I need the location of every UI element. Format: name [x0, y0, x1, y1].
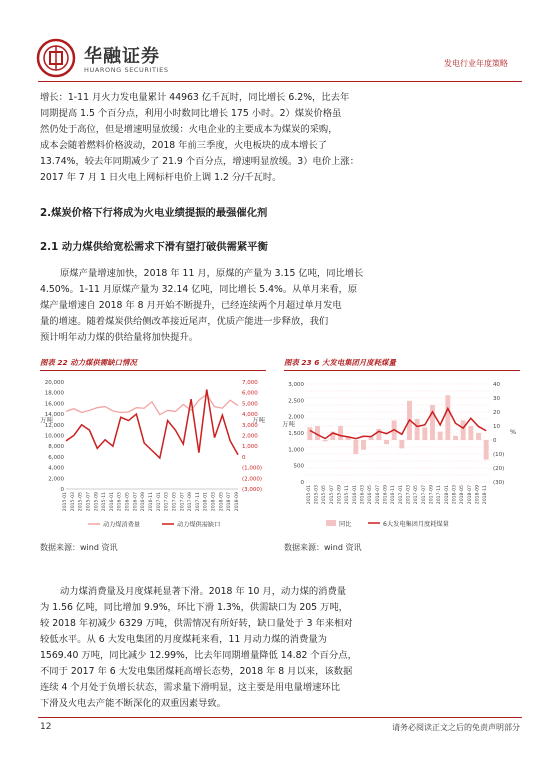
x-tick-label: 2015-11 — [102, 492, 108, 512]
y-left-tick-label: 500 — [293, 463, 304, 470]
x-tick-label: 2017-11 — [195, 492, 201, 512]
x-tick-label: 2016-01 — [109, 492, 115, 512]
x-tick-label: 2015-05 — [322, 485, 328, 505]
x-tick-label: 2015-05 — [78, 492, 84, 512]
y-left-tick-label: 2,000 — [48, 476, 64, 483]
text-line: 较低水平。从 6 大发电集团的月度煤耗来看，11 月动力煤的消费量为 — [40, 634, 327, 645]
x-tick-label: 2017-03 — [164, 492, 170, 512]
y-left-tick-label: 14,000 — [44, 412, 64, 419]
y-left-tick-label: 2,500 — [288, 398, 304, 405]
x-tick-label: 2018-11 — [483, 485, 489, 505]
report-type: 发电行业年度策略 — [444, 59, 508, 68]
text-line: 原煤产量增速加快，2018 年 11 月，原煤的产量为 3.15 亿吨，同比增长 — [60, 268, 364, 279]
x-tick-label: 2018-03 — [452, 485, 458, 505]
y-right-tick-label: 2,000 — [242, 433, 258, 440]
text-line: 预计明年动力煤的供给量将加快提升。 — [40, 332, 199, 343]
x-tick-label: 2015-07 — [86, 492, 92, 512]
y-left-tick-label: 10,000 — [44, 433, 64, 440]
x-tick-label: 2015-09 — [337, 485, 343, 505]
legend-label-gap: 动力煤供需缺口 — [177, 521, 221, 529]
x-tick-label: 2016-03 — [360, 485, 366, 505]
y-left-tick-label: 12,000 — [44, 422, 64, 429]
legend-label-consumption: 动力煤消费量 — [103, 521, 141, 529]
y-left-tick-label: 20,000 — [44, 380, 64, 386]
y-left-tick-label: 1,500 — [288, 431, 304, 437]
x-tick-label: 2016-03 — [117, 492, 123, 512]
bar-yoy — [461, 420, 466, 440]
x-tick-label: 2017-05 — [172, 492, 178, 512]
x-tick-label: 2018-01 — [444, 485, 450, 505]
x-tick-label: 2017-07 — [180, 492, 186, 512]
bar-yoy — [361, 440, 366, 450]
x-tick-label: 2017-03 — [406, 485, 412, 505]
x-tick-label: 2018-09 — [235, 492, 240, 512]
chart-22-source: 数据来源：wind 资讯 — [40, 543, 118, 552]
y-right-tick-label: 5,000 — [242, 401, 258, 408]
y-left-tick-label: 8,000 — [48, 444, 64, 451]
bar-yoy — [476, 433, 481, 440]
x-tick-label: 2017-11 — [437, 485, 443, 505]
chart-23-y-left-unit: 万吨 — [282, 420, 295, 428]
bar-yoy — [453, 436, 458, 440]
chart-22-y-right-unit: 万吨 — [252, 416, 265, 424]
x-tick-label: 2016-01 — [352, 485, 358, 505]
x-tick-label: 2017-09 — [429, 485, 435, 505]
section-heading: 2.煤炭价格下行将成为火电业绩提振的最强催化剂 — [40, 207, 268, 219]
legend-label-six-group: 6大发电集团月度耗煤量 — [383, 521, 449, 528]
y-left-tick-label: 18,000 — [44, 390, 64, 397]
text-line: 动力煤消费量及月度煤耗显著下滑。2018 年 10 月，动力煤的消费量 — [60, 586, 347, 597]
bar-yoy — [307, 427, 312, 440]
bar-yoy — [399, 440, 404, 448]
y-right-tick-label: (20) — [493, 466, 505, 472]
y-right-tick-label: 0 — [242, 454, 246, 461]
x-tick-label: 2017-07 — [421, 485, 427, 505]
y-right-tick-label: (1,000) — [242, 465, 263, 472]
chart-22-coal-gap — [40, 374, 268, 532]
x-tick-label: 2018-09 — [475, 485, 481, 505]
y-left-tick-label: 16,000 — [44, 401, 64, 408]
x-tick-label: 2018-03 — [211, 492, 217, 512]
text-line: 连续 4 个月处于负增长状态，需求量下滑明显，这主要是用电量增速环比 — [40, 682, 341, 693]
text-line: 4.50%。1-11 月原煤产量为 32.14 亿吨，同比增长 5.4%。从单月来看，原 — [40, 284, 358, 295]
series-line-coal-consumption — [66, 394, 238, 414]
x-tick-label: 2015-03 — [70, 492, 76, 512]
paragraph-1 — [40, 90, 524, 186]
y-right-tick-label: 40 — [493, 382, 500, 388]
x-tick-label: 2018-05 — [219, 492, 225, 512]
y-right-tick-label: (10) — [493, 452, 505, 458]
x-tick-label: 2017-01 — [398, 485, 404, 505]
x-tick-label: 2016-09 — [141, 492, 147, 512]
x-tick-label: 2018-07 — [467, 485, 473, 505]
bar-yoy — [445, 395, 450, 440]
brand-name-en: HUARONG SECURITIES — [84, 66, 169, 74]
x-tick-label: 2016-11 — [391, 485, 397, 505]
bar-yoy — [369, 437, 374, 440]
y-left-tick-label: 0 — [60, 487, 64, 493]
footer-divider — [38, 717, 522, 718]
bar-yoy — [338, 426, 343, 440]
text-line: 量的增速。随着煤炭供给侧改革接近尾声，优质产能进一步释放，我们 — [40, 316, 329, 327]
paragraph-2 — [40, 266, 524, 346]
text-line: 同期提高 1.5 个百分点，利用小时数同比增长 175 小时。2）煤炭价格虽 — [40, 108, 342, 119]
y-left-tick-label: 0 — [300, 480, 304, 486]
bar-yoy — [323, 440, 328, 441]
x-tick-label: 2016-11 — [149, 492, 154, 512]
brand-name: 华融证券 — [84, 46, 160, 67]
x-tick-label: 2015-01 — [306, 485, 312, 505]
chart-22-title-rule — [40, 370, 266, 371]
chart-23-y-right-unit: % — [510, 428, 517, 436]
text-line: 2017 年 7 月 1 日火电上网标杆电价上调 1.2 分/千瓦时。 — [40, 172, 282, 183]
y-right-tick-label: (30) — [493, 480, 505, 486]
y-right-tick-label: 6,000 — [242, 390, 258, 397]
text-line: 成本会随着燃料价格波动，2018 年前三季度，火电板块的成本增长了 — [40, 140, 327, 151]
x-tick-label: 2017-05 — [414, 485, 420, 505]
text-line: 增长：1-11 月火力发电量累计 44963 亿千瓦时，同比增长 6.2%，比去年 — [40, 92, 350, 103]
paragraph-3 — [40, 584, 524, 712]
company-logo-icon — [36, 38, 76, 78]
chart-23-title-rule — [284, 370, 520, 371]
x-tick-label: 2016-05 — [368, 485, 374, 505]
chart-23-source: 数据来源：wind 资讯 — [284, 543, 362, 552]
x-tick-label: 2016-07 — [133, 492, 139, 512]
bar-yoy — [384, 440, 389, 444]
series-line-six-group-coal — [310, 409, 486, 439]
x-tick-label: 2015-11 — [345, 485, 351, 505]
x-tick-label: 2018-05 — [460, 485, 466, 505]
header-divider — [38, 81, 522, 82]
legend-label-yoy: 同比 — [339, 521, 352, 528]
text-line: 1569.40 万吨，同比减少 12.99%，比去年同期增量降低 14.82 个百分点， — [40, 650, 357, 661]
x-tick-label: 2015-01 — [63, 492, 68, 512]
y-left-tick-label: 6,000 — [48, 454, 64, 461]
x-tick-label: 2018-01 — [203, 492, 209, 512]
x-tick-label: 2015-09 — [94, 492, 100, 512]
chart-23-title: 图表 23 6 大发电集团月度耗煤量 — [284, 358, 396, 367]
y-right-tick-label: (3,000) — [242, 487, 263, 493]
bar-yoy — [376, 429, 381, 440]
page-number: 12 — [40, 722, 52, 732]
x-tick-label: 2018-07 — [227, 492, 233, 512]
chart-22-title: 图表 22 动力煤供需缺口情况 — [40, 358, 137, 367]
text-line: 然仍处于高位，但是增速明显放缓：火电企业的主要成本为煤炭的采购， — [40, 124, 338, 135]
text-line: 下滑及火电去产能不断深化的双重因素导致。 — [40, 698, 226, 709]
y-right-tick-label: 10 — [493, 424, 500, 430]
subsection-heading: 2.1 动力煤供给宽松需求下滑有望打破供需紧平衡 — [40, 241, 268, 253]
y-right-tick-label: 7,000 — [242, 380, 258, 386]
y-left-tick-label: 2,000 — [288, 414, 304, 421]
bar-yoy — [353, 440, 358, 454]
y-right-tick-label: 4,000 — [242, 412, 258, 419]
text-line: 煤产量增速自 2018 年 8 月开始不断提升，已经连续两个月超过单月发电 — [40, 300, 342, 311]
chart-22-y-left-unit: 万吨 — [40, 416, 53, 424]
chart-23-six-group-coal — [282, 374, 520, 532]
text-line: 13.74%，较去年同期减少了 21.9 个百分点，增速明显放缓。3）电价上涨： — [40, 156, 359, 167]
legend-swatch-yoy — [326, 520, 336, 526]
x-tick-label: 2015-07 — [329, 485, 335, 505]
x-tick-label: 2016-07 — [375, 485, 381, 505]
x-tick-label: 2015-03 — [314, 485, 320, 505]
series-line-coal-gap — [66, 389, 238, 457]
y-left-tick-label: 1,000 — [288, 447, 304, 454]
y-right-tick-label: 1,000 — [242, 444, 258, 451]
bar-yoy — [484, 440, 489, 460]
x-tick-label: 2016-05 — [125, 492, 131, 512]
y-right-tick-label: 20 — [493, 410, 500, 416]
bar-yoy — [468, 426, 473, 440]
bar-yoy — [422, 427, 427, 440]
x-tick-label: 2017-09 — [188, 492, 194, 512]
text-line: 较 2018 年初减少 6329 万吨，供需情况有所好转，缺口量处于 3 年来相对 — [40, 618, 353, 629]
x-tick-label: 2016-09 — [383, 485, 389, 505]
bar-yoy — [438, 432, 443, 440]
text-line: 不同于 2017 年 6 大发电集团煤耗高增长态势，2018 年 8 月以来，该数据 — [40, 666, 353, 677]
y-right-tick-label: 30 — [493, 396, 500, 402]
y-left-tick-label: 3,000 — [288, 382, 304, 388]
bar-yoy — [430, 405, 435, 440]
y-left-tick-label: 4,000 — [48, 465, 64, 472]
y-right-tick-label: 3,000 — [242, 422, 258, 429]
y-right-tick-label: 0 — [493, 438, 497, 444]
footer-disclaimer: 请务必阅读正文之后的免责声明部分 — [392, 723, 520, 732]
x-tick-label: 2017-01 — [156, 492, 162, 512]
text-line: 为 1.56 亿吨，同比增加 9.9%，环比下滑 1.3%，供需缺口为 205 万吨， — [40, 602, 348, 613]
y-right-tick-label: (2,000) — [242, 476, 263, 483]
bar-yoy — [415, 419, 420, 440]
